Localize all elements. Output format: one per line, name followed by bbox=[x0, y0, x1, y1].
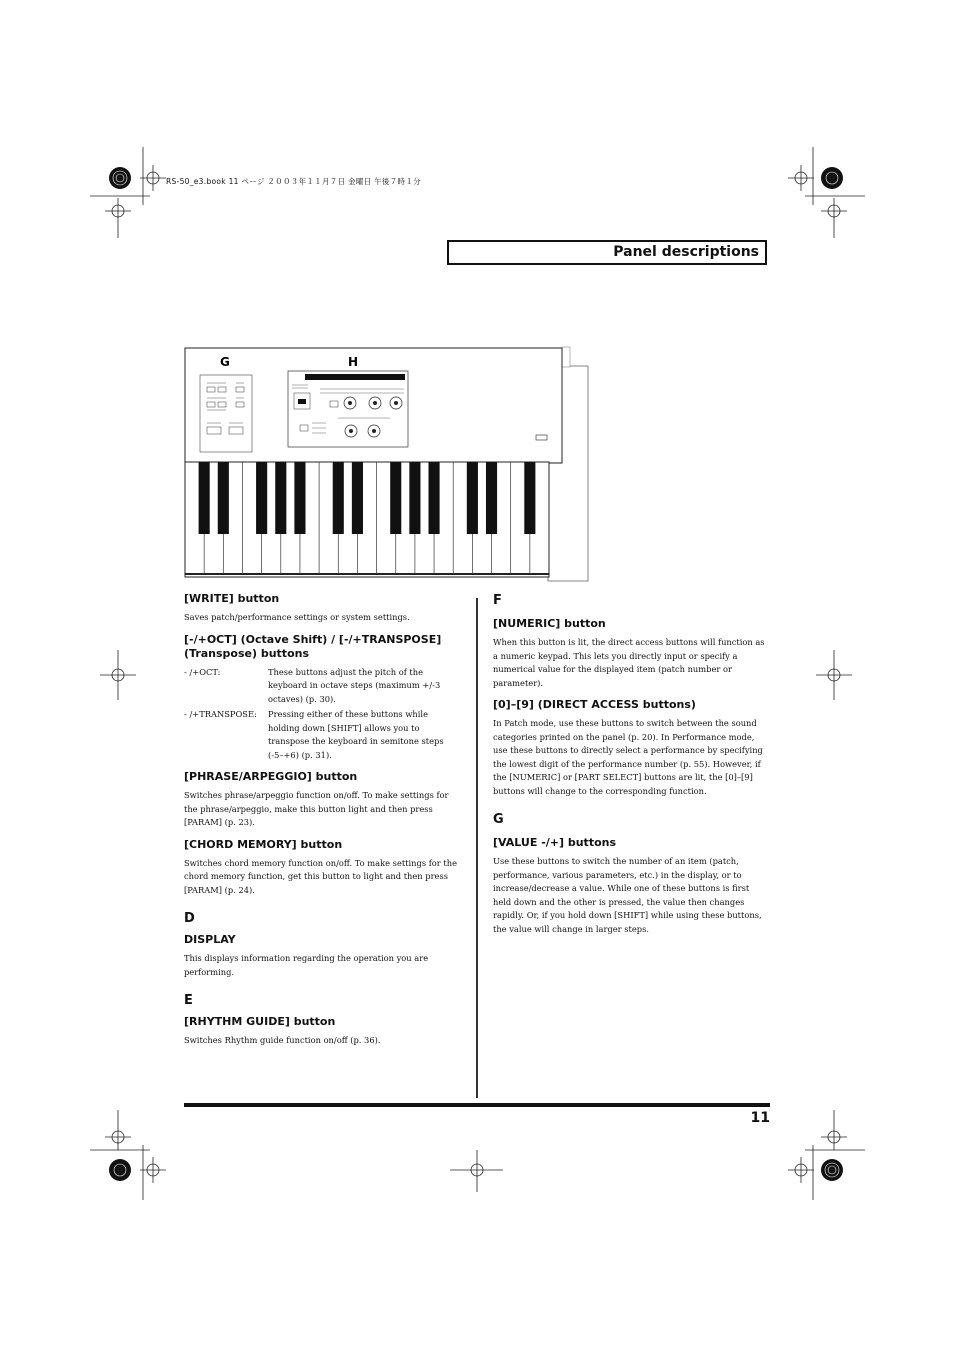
numeric-text: When this button is lit, the direct access buttons will function as a numeric keypad. This lets you directly input or specify a numerical value for the displayed item (patch number or parameter). bbox=[493, 637, 765, 688]
panel-section-g bbox=[200, 375, 252, 452]
right-column bbox=[493, 593, 769, 936]
black-key bbox=[294, 462, 305, 534]
oct-heading: [-/+OCT] (Octave Shift) / [-/+TRANSPOSE] (Transpose) buttons bbox=[184, 632, 442, 660]
black-key bbox=[467, 462, 478, 534]
write-text: Saves patch/performance settings or system settings. bbox=[184, 612, 410, 622]
figure-label-g: G bbox=[220, 355, 230, 369]
logo-mark bbox=[536, 435, 547, 440]
display-heading: DISPLAY bbox=[184, 933, 236, 946]
section-letter-g: G bbox=[493, 812, 504, 827]
black-key bbox=[390, 462, 401, 534]
panel-section-h bbox=[288, 371, 408, 447]
direct-access-heading: [0]–[9] (DIRECT ACCESS buttons) bbox=[493, 698, 696, 711]
value-heading: [VALUE -/+] buttons bbox=[493, 836, 617, 849]
numeric-heading: [NUMERIC] button bbox=[493, 617, 606, 630]
value-text: Use these buttons to switch the number of an item (patch, performance, various parameters, etc.) in the display, or to increase/decrease a value. While one of these buttons is first held down and the other is pressed, the value then changes rapidly. Or, if you hold down [SHIFT] while using these buttons, the value will change in larger steps. bbox=[493, 856, 762, 934]
oct-term: - /+OCT: bbox=[184, 666, 221, 677]
black-key bbox=[218, 462, 229, 534]
black-key bbox=[352, 462, 363, 534]
section-letter-d: D bbox=[184, 911, 195, 926]
figure-label-h: H bbox=[348, 355, 359, 369]
section-title: Panel descriptions bbox=[613, 244, 759, 260]
column-divider bbox=[476, 598, 478, 1098]
chord-text: Switches chord memory function on/off. To make settings for the chord memory function, get this button to light and then press [PARAM] (p. 24). bbox=[184, 857, 457, 895]
transpose-desc: Pressing either of these buttons while holding down [SHIFT] allows you to transpose the keyboard in semitone steps (-5–+6) (p. 31). bbox=[268, 709, 444, 760]
oct-desc: These buttons adjust the pitch of the keyboard in octave steps (maximum +/-3 octaves) (p. 30). bbox=[268, 666, 441, 704]
chord-heading: [CHORD MEMORY] button bbox=[184, 837, 343, 851]
black-key bbox=[275, 462, 286, 534]
black-key bbox=[486, 462, 497, 534]
section-letter-f: F bbox=[493, 593, 502, 608]
section-title-box bbox=[447, 240, 767, 265]
section-letter-e: E bbox=[184, 993, 193, 1008]
rhythm-text: Switches Rhythm guide function on/off (p. 36). bbox=[184, 1035, 381, 1045]
write-heading: [WRITE] button bbox=[184, 592, 280, 605]
rhythm-heading: [RHYTHM GUIDE] button bbox=[184, 1015, 336, 1028]
page-number: 11 bbox=[750, 1110, 770, 1126]
phrase-heading: [PHRASE/ARPEGGIO] button bbox=[184, 770, 358, 783]
black-key bbox=[256, 462, 267, 534]
oct-definition-list bbox=[184, 666, 460, 763]
display-text: This displays information regarding the operation you are performing. bbox=[184, 953, 429, 977]
file-info-header: RS-50_e3.book 11 ページ ２００３年１１月７日 金曜日 午後７時１分 bbox=[166, 177, 421, 186]
footer-rule bbox=[184, 1103, 770, 1107]
black-key bbox=[199, 462, 210, 534]
black-key bbox=[333, 462, 344, 534]
transpose-term: - /+TRANSPOSE: bbox=[184, 709, 257, 719]
black-key bbox=[428, 462, 439, 534]
black-key bbox=[409, 462, 420, 534]
direct-access-text: In Patch mode, use these buttons to switch between the sound categories printed on the panel (p. 20). In Performance mode, use these buttons to directly select a performance by specifying the lowest digit of the performance number (p. 55). However, if the [NUMERIC] or [PART SELECT] buttons are lit, the [0]–[9] buttons will change to the corresponding function. bbox=[493, 718, 763, 796]
phrase-text: Switches phrase/arpeggio function on/off. To make settings for the phrase/arpeggio, make this button light and then press [PARAM] (p. 23). bbox=[184, 790, 449, 827]
keyboard-panel-illustration bbox=[180, 345, 590, 585]
black-key bbox=[524, 462, 535, 534]
left-column bbox=[184, 592, 460, 1048]
